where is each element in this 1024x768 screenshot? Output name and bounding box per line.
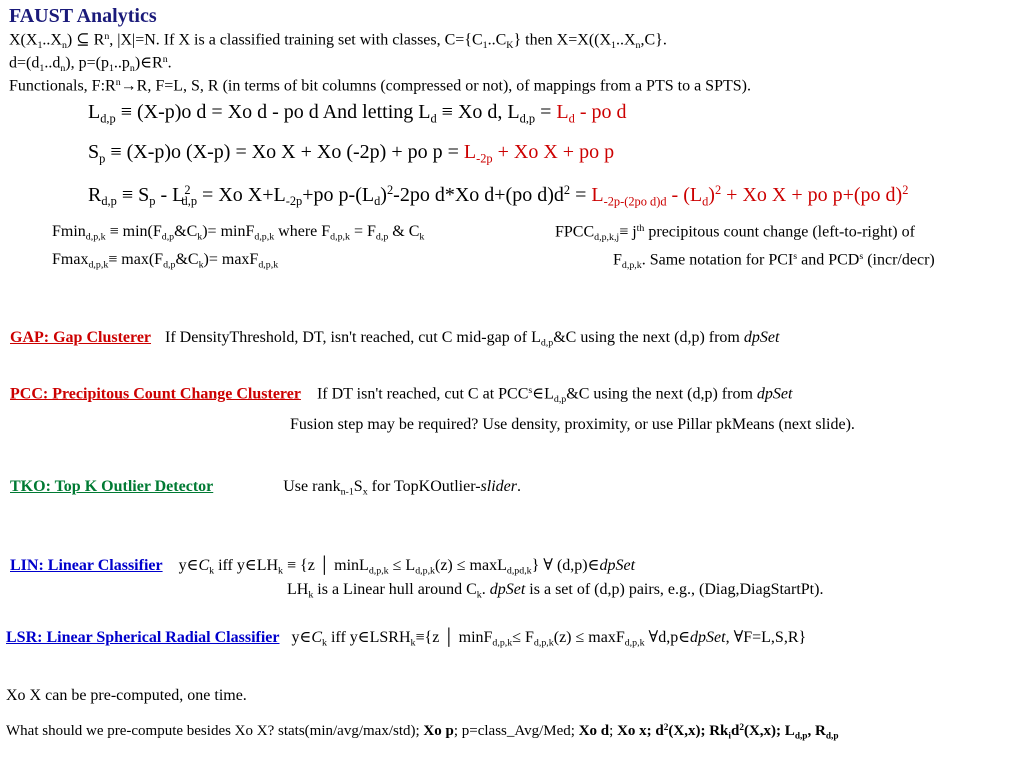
equation-l: $L_{d,p} \equiv (X-p)o$ d = Xo d - po d And letting $L_d \equiv Xo$ d, $L_{d,p} = L_d$ - po d	[88, 101, 627, 126]
precompute-question: What should we pre-compute besides Xo X? stats(min/avg/max/std); Xo p; p=class_Avg/Med; Xo d; Xo x; $d^2(X,x)$; $Rk_id^2(X,x)$; $L_{d,p}$, $R_{d,p}$	[6, 723, 839, 742]
pcc-clusterer-label: PCC: Precipitous Count Change Clusterer	[10, 385, 301, 403]
definition-line-2: $d=(d_1..d_n)$, $p=(p_1..p_n)\in R^n$.	[9, 54, 172, 74]
fmin-definition: $Fmin_{d,p,k} \equiv \min(F_{d,p}\&C_k)= \min F_{d,p,k}$ where $F_{d,p,k} = F_{d,p}$ & $C_k$	[52, 223, 425, 243]
tko-row: TKO: Top K Outlier Detector Use $rank_{n-1}S_x$ for TopKOutlier-slider.	[10, 478, 521, 498]
equation-s: $S_p \equiv (X-p)o$ (X-p) = Xo X + Xo (-2p) + po $p = L_{-2p} + Xo$ X + po p	[88, 141, 615, 166]
lsr-row: LSR: Linear Spherical Radial Classifier $y\in C_k$ iff $y\in LSRH_k\equiv\{z$ │ $\min F_{d,p,k}\le F_{d,p,k}(z) \le \max F_{d,p,k}$ ∀d,p∈dpSet, ∀F=L,S,R}	[6, 629, 807, 649]
fpcc-definition: $FPCC_{d,p,k,j}\equiv j^{th}$ precipitous count change (left-to-right) of	[555, 223, 915, 243]
equation-r: $R_{d,p} \equiv S_p - L^2_{d,p} = Xo$ $X+L_{-2p}+po$ $p-(L_d)^2-2po$ d*Xo d+(po $d)d^2 = L_{-2p-(2po d)d} - (L_d)^2 + Xo$ X + po p+(po d)$^2$	[88, 183, 909, 209]
tko-detector-label: TKO: Top K Outlier Detector	[10, 478, 214, 495]
lin-classifier-label: LIN: Linear Classifier	[10, 557, 163, 574]
definition-line-1: $X(X_1..X_n)$ ⊆ $R^n$, |X|=N. If X is a classified training set with classes, $C=\{C_1..C_K\}$ then $X=X((X_1..X_n,C\}$.	[9, 31, 667, 51]
gap-row: GAP: Gap Clusterer If DensityThreshold, DT, isn't reached, cut C mid-gap of $L_{d,p}\&C$ using the next (d,p) from dpSet	[10, 329, 780, 349]
page-title: FAUST Analytics	[9, 5, 157, 27]
gap-clusterer-label: GAP: Gap Clusterer	[10, 329, 152, 346]
fpcc-notation: $F_{d,p,k}$. Same notation for PCI$^s$ and PCD$^s$ (incr/decr)	[613, 251, 935, 271]
lin-row: LIN: Linear Classifier $y\in C_k$ iff $y\in LH_k \equiv \{z$ │ $\min L_{d,p,k} \le L_{d,p,k}(z) \le \max L_{d,pd,k}$} ∀ (d,p)∈dpSet	[10, 557, 636, 577]
precompute-note: Xo X can be pre-computed, one time.	[6, 687, 247, 704]
fmax-definition: $Fmax_{d,p,k}\equiv \max(F_{d,p}\&C_k)= \max F_{d,p,k}$	[52, 251, 279, 271]
fusion-note: Fusion step may be required? Use density, proximity, or use Pillar pkMeans (next slide).	[290, 416, 855, 433]
pcc-row: PCC: Precipitous Count Change Clusterer If DT isn't reached, cut C at $PCC^s\in L_{d,p}\&C$ using the next (d,p) from dpSet	[10, 385, 793, 405]
lin-hull-note: $LH_k$ is a Linear hull around $C_k$. dpSet is a set of (d,p) pairs, e.g., (Diag,DiagStartPt).	[287, 581, 824, 601]
lsr-classifier-label: LSR: Linear Spherical Radial Classifier	[6, 629, 280, 646]
definition-line-3: Functionals, $F:R^n\to R$, F=L, S, R (in terms of bit columns (compressed or not), of mappings from a PTS to a SPTS).	[9, 77, 751, 95]
